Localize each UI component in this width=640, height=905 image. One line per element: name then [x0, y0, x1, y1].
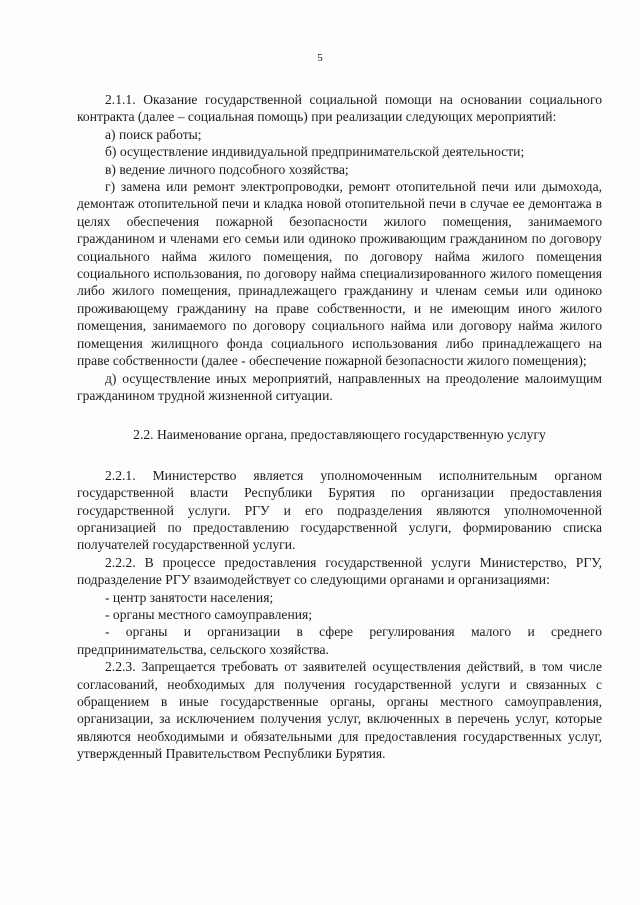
- page-number: 5: [317, 52, 323, 64]
- list-item-g: г) замена или ремонт электропроводки, ремонт отопительной печи или дымохода, демонтаж отопительной печи и кладка новой отопительной печи в случае ее демонтажа в целях обеспечения пожарной безопасности жилого помещения, занимаемого гражданином и членами его семьи или одиноко проживающим гражданином по договору социального найма жилого помещения, по договору найма жилого помещения социального использования, по договору найма специализированного жилого помещения либо жилого помещения, принадлежащего гражданину и членам семьи или одиноко проживающему гражданину на праве собственности, и не имеющим иного жилого помещения, занимаемого по договору социального найма или договору найма жилого помещения жилищного фонда социального использования либо принадлежащего на праве собственности (далее - обеспечение пожарной безопасности жилого помещения);: [77, 179, 602, 369]
- list-item-local-government: - органы местного самоуправления;: [105, 606, 313, 622]
- section-heading-2-2: 2.2. Наименование органа, предоставляющего государственную услугу: [133, 427, 546, 443]
- document-body: [77, 91, 602, 763]
- paragraph-2-2-2: 2.2.2. В процессе предоставления государственной услуги Министерство, РГУ, подразделение РГУ взаимодействует со следующими органами и организациями:: [77, 554, 602, 588]
- list-item-v: в) ведение личного подсобного хозяйства;: [105, 161, 349, 177]
- list-item-business-organizations: - органы и организации в сфере регулирования малого и среднего предпринимательства, сельского хозяйства.: [77, 624, 602, 657]
- list-item-a: а) поиск работы;: [105, 126, 202, 142]
- paragraph-2-2-3: 2.2.3. Запрещается требовать от заявителей осуществления действий, в том числе согласований, необходимых для получения государственной услуги и связанных с обращением в иные государственные органы, органы местного самоуправления, организации, за исключением получения услуг, включенных в перечень услуг, которые являются необходимыми и обязательными для предоставления государственных услуг, утвержденный Правительством Республики Бурятия.: [77, 659, 602, 762]
- list-item-d: д) осуществление иных мероприятий, направленных на преодоление малоимущим гражданином трудной жизненной ситуации.: [77, 370, 602, 403]
- paragraph-2-2-1: 2.2.1. Министерство является уполномоченным исполнительным органом государственной власти Республики Бурятия по организации предоставления государственной услуги. РГУ и его подразделения являются уполномоченной организацией по предоставлению государственной услуги, формированию списка получателей государственной услуги.: [77, 467, 602, 553]
- paragraph-2-1-1: 2.1.1. Оказание государственной социальной помощи на основании социального контракта (далее – социальная помощь) при реализации следующих мероприятий:: [77, 92, 602, 125]
- list-item-b: б) осуществление индивидуальной предпринимательской деятельности;: [105, 144, 525, 160]
- list-item-employment-center: - центр занятости населения;: [105, 589, 274, 605]
